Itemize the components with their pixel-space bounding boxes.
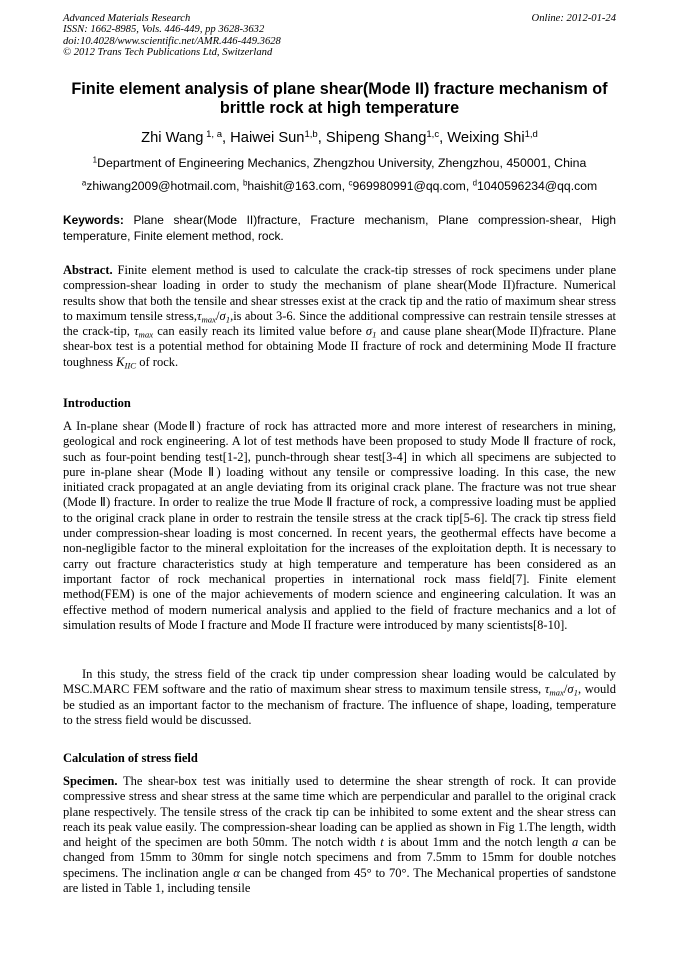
- specimen-paragraph: [63, 774, 616, 896]
- author-sup: 1, a: [203, 128, 222, 140]
- specimen-text-2: is about 1mm and the notch length: [383, 835, 573, 850]
- one-subscript: 1: [225, 314, 231, 325]
- slash: /: [563, 682, 568, 697]
- copyright-line: © 2012 Trans Tech Publications Ltd, Switzerland: [63, 46, 273, 58]
- keywords-label: Keywords:: [63, 213, 124, 227]
- intro-paragraph-1: A In-plane shear (ModeⅡ) fracture of rock has attracted more and more interest of researchers in mining, geological and rock engineering. A lot of test methods have been proposed to study Mode Ⅱ fracture of rock, such as four-point bending test[1-2], punch-through shear test[3-4] in which all specimens are subjected to pure in-plane shear (Mode Ⅱ) loading without any tensile or compressive loading. In this case, the new initiated crack propagated at an angle deviating from its original crack plane. The fracture was not true shear (Mode Ⅱ) fracture. In order to realize the true Mode Ⅱ fracture of rock, a compressive loading must be applied to the original crack plane in order to restrain the tensile stress at the crack tip[5-6]. The crack tip stress field under compression-shear loading is most concerned. In recent years, the geothermal effects have become a non-negligible factor to the mineral exploitation for the increases of the exploitation depth. It is necessary to carry out fracture characteristics study at high temperature and temperature has been considered as an important factor of rock mechanical properties in international rock mass field[7]. Finite element method(FEM) is one of the major achievements of modern science and engineering calculation. It was an effective method of modern numerical analysis and applied to the field of fracture mechanics and a lot of simulation results of Mode I fracture and Mode II fracture were introduced by many scientists[8-10].: [63, 419, 616, 632]
- abstract-text-1: Finite element method is used to calculate the crack-tip stresses of rock specimens under plane compression-shear loading in order to study the mechanism of plane shear(Mode II)fracture. Numerical results show that both the tensile and shear stresses exist at the crack tip and the ratio of maximum shear stress to maximum tensile stress,: [63, 263, 616, 323]
- affiliation-text: Department of Engineering Mechanics, Zhengzhou University, Zhengzhou, 450001, China: [97, 156, 587, 170]
- issn-line: ISSN: 1662-8985, Vols. 446-449, pp 3628-3632: [63, 24, 265, 36]
- notch-width-symbol: t: [380, 835, 384, 850]
- intro-text-2a: In this study, the stress field of the crack tip under compression shear loading would be calculated by MSC.MARC FEM software and the ratio of maximum shear stress to maximum tensile stress,: [63, 667, 616, 697]
- keywords-block: [63, 213, 616, 244]
- intro-text-2b: , would be studied as an important factor to the mechanism of fracture. The influence of shape, loading, temperature to the stress field would be discussed.: [63, 682, 616, 727]
- affiliation: [63, 156, 616, 171]
- doi-line: doi:10.4028/www.scientific.net/AMR.446-449.3628: [63, 35, 281, 47]
- one-subscript: 1: [372, 329, 377, 340]
- notch-length-symbol: a: [572, 835, 579, 850]
- kiic-symbol: K: [116, 354, 125, 369]
- email-sup: a: [81, 178, 87, 188]
- email-sup: d: [472, 178, 477, 188]
- email-link[interactable]: 969980991@qq.com: [352, 179, 466, 193]
- abstract-text-3: can easily reach its limited value before: [153, 324, 366, 339]
- abstract-text-2: ,is about 3-6. Since the additional compressive can restrain tensile stresses at the crack-tip,: [63, 308, 616, 339]
- section-heading-calculation: Calculation of stress field: [63, 751, 198, 765]
- iic-subscript: IIC: [124, 360, 137, 371]
- author-name: Zhi Wang: [141, 130, 204, 146]
- email-sup: c: [348, 178, 353, 188]
- email-link[interactable]: haishit@163.com: [247, 179, 342, 193]
- email-sup: b: [242, 178, 248, 188]
- max-subscript: max: [138, 329, 154, 340]
- journal-header: [63, 13, 616, 58]
- abstract-block: [63, 263, 616, 370]
- affiliation-sup: 1: [92, 155, 98, 165]
- sigma-symbol: σ: [567, 682, 574, 697]
- specimen-text-4: can be changed from 45° to 70°. The Mechanical properties of sandstone are listed in Table 1, including tensile: [63, 865, 616, 896]
- author-name: Weixing Shi: [447, 130, 525, 146]
- specimen-label: Specimen.: [63, 774, 118, 788]
- author-list: Zhi Wang $^{1, a}$, Haiwei Sun$^{1,b}$, Shipeng Shang$^{1,c}$, Weixing Shi$^{1,d}$: [141, 128, 538, 146]
- abstract-text-5: of rock.: [136, 354, 179, 369]
- author-name: Shipeng Shang: [325, 130, 427, 146]
- tau-symbol: τ: [196, 308, 202, 323]
- author-sup: 1,c: [426, 128, 440, 140]
- journal-name: Advanced Materials Research: [63, 13, 191, 24]
- author-sup: 1,b: [304, 128, 318, 140]
- sigma-symbol: σ: [219, 308, 226, 323]
- email-link[interactable]: zhiwang2009@hotmail.com: [86, 179, 237, 193]
- slash: /: [216, 308, 220, 323]
- max-subscript: max: [201, 314, 217, 325]
- abstract-text-4: and cause plane shear(Mode II)fracture. Plane shear-box test is a potential method for obtaining Mode II fracture of rock and determining Mode II fracture toughness: [63, 324, 616, 369]
- tau-symbol: τ: [134, 324, 139, 339]
- email-list: $^a$zhiwang2009@hotmail.com, $^b$haishit@163.com, $^c$969980991@qq.com, $^d$1040596234@qq.com: [81, 178, 598, 193]
- alpha-symbol: α: [233, 865, 240, 880]
- author-name: Haiwei Sun: [230, 130, 305, 146]
- intro-paragraph-2: [63, 667, 616, 728]
- online-date: Online: 2012-01-24: [531, 13, 616, 24]
- tau-symbol: τ: [544, 682, 550, 697]
- abstract-label: Abstract.: [63, 263, 113, 277]
- max-subscript: max: [549, 687, 564, 698]
- section-heading-introduction: Introduction: [63, 396, 131, 410]
- author-sup: 1,d: [524, 128, 538, 140]
- paper-title: Finite element analysis of plane shear(Mode II) fracture mechanism of brittle rock at high temperature: [71, 80, 608, 117]
- email-link[interactable]: 1040596234@qq.com: [477, 179, 598, 193]
- one-subscript: 1: [573, 687, 578, 698]
- keywords-text: Plane shear(Mode II)fracture, Fracture mechanism, Plane compression-shear, High temperature, Finite element method, rock.: [63, 213, 616, 243]
- specimen-text-3: can be changed from 15mm to 30mm for single notch specimens and from 7.5mm to 15mm for double notches specimens. The inclination angle: [63, 835, 616, 880]
- specimen-text-1: The shear-box test was initially used to determine the shear strength of rock. It can provide compressive stress and shear stress at the same time which are perpendicular and parallel to the original crack plane respectively. The tensile stress of the crack tip can be inhibited to some extent and the shear stress can reach its peak value easily. The compression-shear loading can be applied as shown in Fig 1.The length, width and height of the specimen are both 50mm. The notch width: [63, 774, 616, 850]
- sigma-symbol: σ: [365, 324, 373, 339]
